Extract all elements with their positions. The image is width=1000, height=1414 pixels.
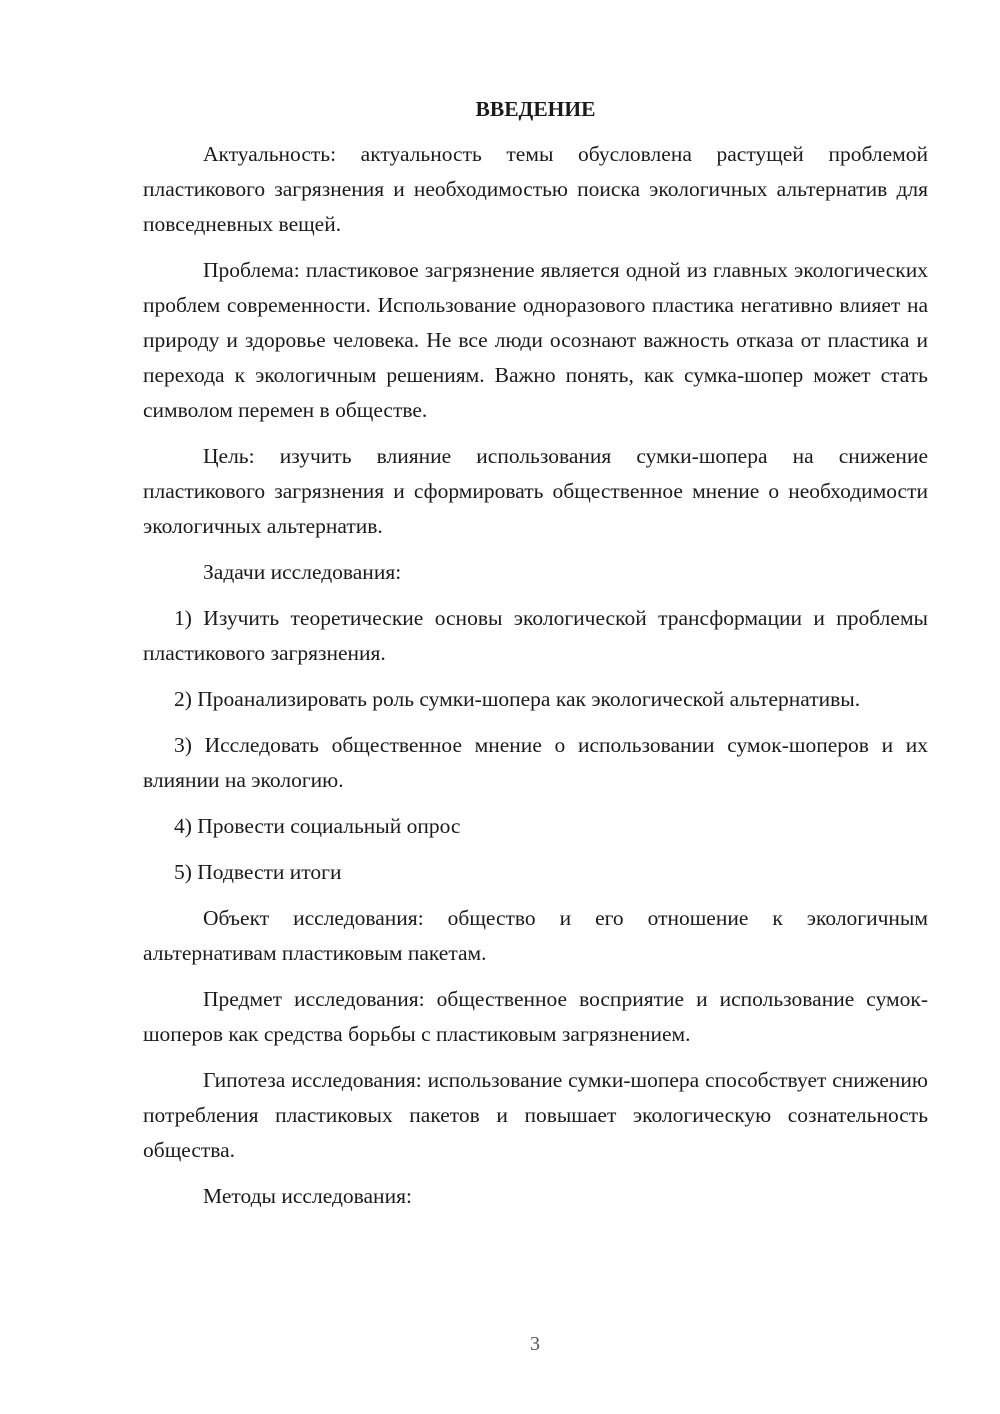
document-page: [143, 92, 928, 1225]
tasks-heading: Задачи исследования:: [203, 560, 402, 584]
section-title: ВВЕДЕНИЕ: [475, 97, 596, 121]
subject-paragraph: Предмет исследования: общественное восприятие и использование сумок-шоперов как средства борьбы с пластиковым загрязнением.: [143, 987, 928, 1046]
hypothesis-paragraph: Гипотеза исследования: использование сумки-шопера способствует снижению потребления пластиковых пакетов и повышает экологическую сознательность общества.: [143, 1068, 928, 1162]
task-item-5: 5) Подвести итоги: [174, 860, 342, 884]
task-item-2: 2) Проанализировать роль сумки-шопера как экологической альтернативы.: [174, 687, 861, 711]
page-number: 3: [530, 1333, 540, 1355]
problem-paragraph: Проблема: пластиковое загрязнение является одной из главных экологических проблем современности. Использование одноразового пластика негативно влияет на природу и здоровье человека. Не все люди осознают важность отказа от пластика и перехода к экологичным решениям. Важно понять, как сумка-шопер может стать символом перемен в обществе.: [143, 258, 928, 422]
relevance-paragraph: Актуальность: актуальность темы обусловлена растущей проблемой пластикового загрязнения и необходимостью поиска экологичных альтернатив для повседневных вещей.: [143, 142, 928, 236]
goal-paragraph: Цель: изучить влияние использования сумки-шопера на снижение пластикового загрязнения и сформировать общественное мнение о необходимости экологичных альтернатив.: [143, 444, 928, 538]
methods-heading: Методы исследования:: [203, 1184, 412, 1208]
object-paragraph: Объект исследования: общество и его отношение к экологичным альтернативам пластиковым пакетам.: [143, 906, 928, 965]
task-item-4: 4) Провести социальный опрос: [174, 814, 461, 838]
task-item-1: 1) Изучить теоретические основы экологической трансформации и проблемы пластикового загрязнения.: [143, 606, 928, 665]
task-item-3: 3) Исследовать общественное мнение о использовании сумок-шоперов и их влиянии на экологию.: [143, 733, 928, 792]
